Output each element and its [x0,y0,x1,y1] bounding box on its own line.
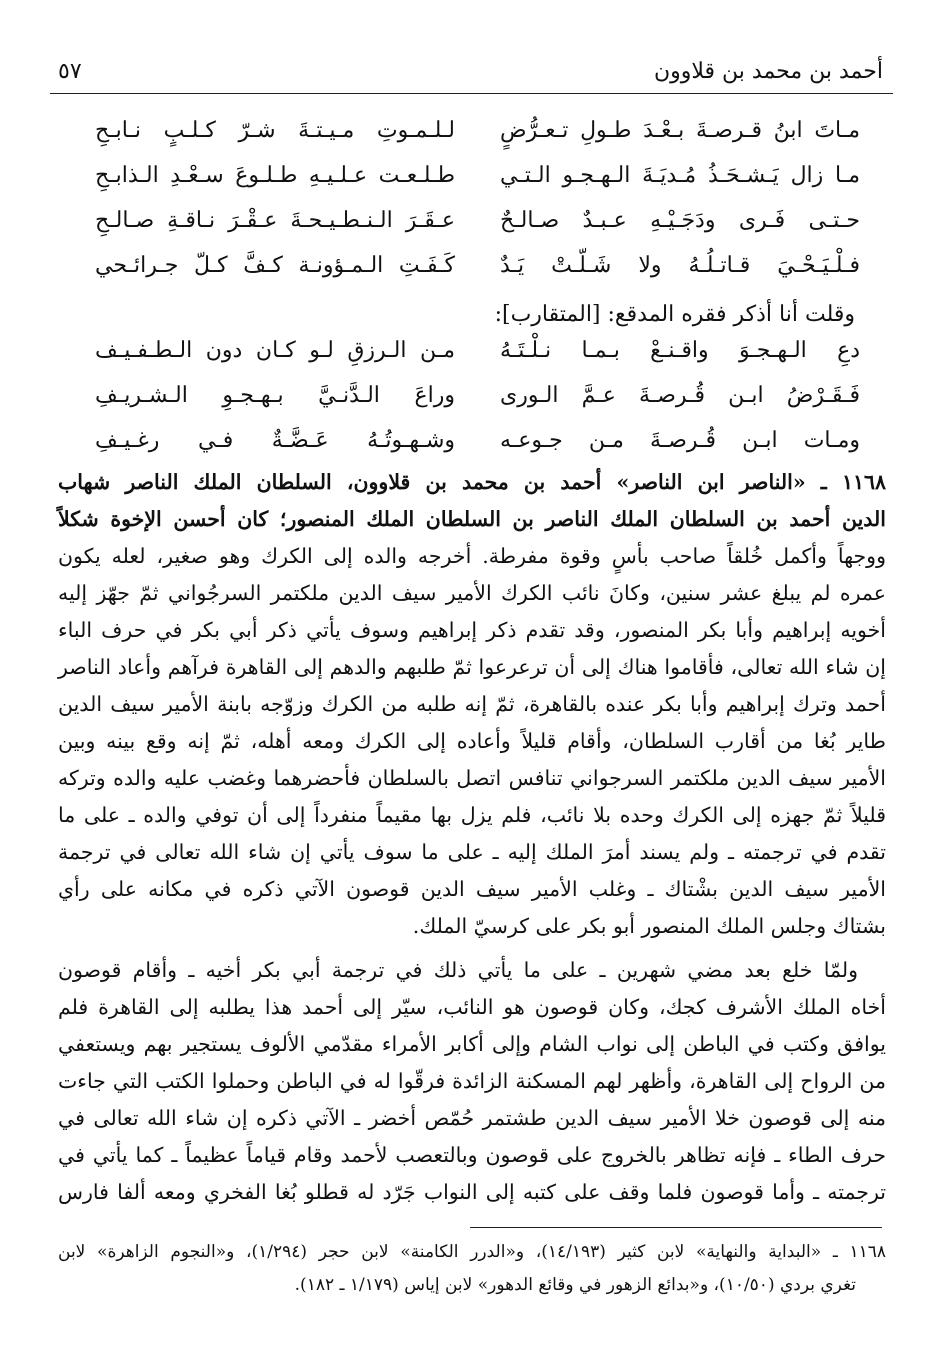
poem-intro-line: وقلت أنا أذكر فقره المدقع: [المتقارب]: [494,302,855,327]
verse-first-hemistich: دعِ الـهـجـوَ واقـنـعْ بـمـا نـلْـتَـهُ [500,338,860,363]
verse-second-hemistich: لـلـمـوتِ مـيـتـةَ شـرّ كـلـبٍ نـابـحِ [95,118,455,143]
entry-text-line: إن شاء الله تعالى، فأقاموا هناك إلى أن ترعرعوا ثمّ طلبهم والدهم إلى القاهرة فرآهم وأعاد الناصر [58,655,886,679]
verse-row [60,118,860,162]
paragraph-line: يوافق وكتب في الباطن إلى نواب الشام وإلى أكابر الأمراء مقدّمي الألوف يستجير بهم ويستعفي [58,1032,886,1056]
paragraph-line: ولمّا خلع بعد مضي شهرين ـ على ما يأتي ذلك في ترجمة أبي بكر أخيه ـ وأقام قوصون [58,958,858,982]
entry-text-line: ووجهاً وأكمل خُلقاً صاحب بأسٍ وقوة مفرطة. أخرجه والده إلى الكرك وهو صغير، لعله يكون [58,544,886,568]
entry-text-line: أحمد وترك إبراهيم وأبا بكر عنده بالقاهرة، ثمّ إنه طلبه من الكرك وزوّجه بابنة الأمير سيف الدين [58,692,886,716]
paragraph-line: من الرواح إلى القاهرة، وأظهر لهم المسكنة الزائدة فرقّوا له في الباطن وحملوا الكتب التي جاءت [58,1069,886,1093]
paragraph-line: ترجمته ـ وأما قوصون فلما وقف على كتبه إلى النواب جَرّد له قطلو بُغا الفخري ومعه ألفا فارس [58,1180,886,1204]
verse-second-hemistich: مـن الـرزقِ لـو كـان دون الـطـفـيـف [95,338,455,363]
verse-row [60,383,860,427]
footnote-line: ١١٦٨ ـ «البداية والنهاية» لابن كثير (١٤/١٩٣)، و«الدرر الكامنة» لابن حجر (١/٢٩٤)، و«النجوم الزاهرة» لابن [58,1242,887,1262]
verse-second-hemistich: وراعَ الـدَّنـيَّ بـهـجـوِ الـشـريـفِ [95,383,455,408]
entry-text-line: قليلاً ثمّ جهزه إلى الكرك وحده بلا نائب، فلم يزل بها مقيماً منفرداً إلى أن توفي والده ـ على ما [58,803,886,827]
paragraph-line: حرف الطاء ـ فإنه تظاهر بالخروج على قوصون وبالتعصب لأحمد وقام قياماً عظيماً ـ كما يأتي في [58,1143,886,1167]
footnote-rule [470,1227,882,1228]
verse-row [60,208,860,252]
verse-first-hemistich: فَـقَـرْضُ ابـن قُـرصـةَ عـمَّ الـورى [500,383,860,408]
entry-text-line: بشتاك وجلس الملك المنصور أبو بكر على كرسيّ الملك. [412,914,886,938]
paragraph-line: منه إلى قوصون خلا الأمير سيف الدين طشتمر حُمّص أخضر ـ الآتي ذكره إن شاء الله تعالى في [58,1106,886,1130]
paragraph-line: أخاه الملك الأشرف كجك، وكان قوصون هو النائب، سيّر إلى أحمد هذا يطلبه إلى القاهرة فلم [58,995,886,1019]
verse-second-hemistich: وشـهـوتُـهُ عَـضَّـةٌ فـي رغـيـفِ [95,428,455,453]
verse-first-hemistich: مـاتَ ابنُ قـرصـةَ بـعْـدَ طـولِ تـعـرُّضٍ [500,118,860,143]
entry-heading-line: الدين أحمد بن السلطان الملك الناصر بن السلطان الملك المنصور؛ كان أحسن الإخوة شكلاً [58,507,886,531]
header-rule [50,93,893,94]
verse-row [60,253,860,297]
running-header [50,55,893,95]
verse-second-hemistich: عـقَـرَ الـنـطـيـحـةَ عـقْـرَ نـاقـةِ صـالـحِ [95,208,455,233]
verse-first-hemistich: ومـات ابـن قُـرصـةَ مـن جـوعـه [500,428,860,453]
verse-second-hemistich: طـلـعـت عـلـيـهِ طـلـوعَ سـعْـدِ الـذابـحِ [95,163,455,188]
entry-text-line: الأمير سيف الدين ملكتمر السرجواني تنافس اتصل بالسلطان فأحضرهما وغضب عليه والده وتركه [58,766,886,790]
verse-first-hemistich: حـتـى فَـرى ودَجَـيْـهِ عـبـدٌ صـالـحٌ [500,208,860,233]
entry-text-line: طاير بُغا من أقارب السلطان، وأقام قليلاً وأعاده إلى الكرك ومعه أهله، ثمّ إنه وقع بينه وبين [58,729,886,753]
entry-text-line: الأمير سيف الدين بشْتاك ـ وغلب الأمير سيف الدين قوصون الآتي ذكره في مكانه على رأي [58,877,886,901]
verse-row [60,163,860,207]
entry-text-line: عمره لم يبلغ عشر سنين، وكانَ نائب الكرك الأمير سيف الدين ملكتمر السرجُواني ثمّ جهّز إليه [58,581,886,605]
verse-first-hemistich: مـا زال يَـشـحَـذُ مُـديَـةَ الـهـجـو الـتـي [500,163,860,188]
page-number: ٥٧ [58,59,82,84]
running-title: أحمد بن محمد بن قلاوون [654,59,883,84]
verse-row [60,428,860,472]
verse-second-hemistich: كَـفَـتِ الـمـؤونـة كـفَّ كـلّ جـرائـحي [95,253,455,278]
footnote-line: تغري بردي (١٠/٥٠)، و«بدائع الزهور في وقائع الدهور» لابن إياس (١/١٧٩ ـ ١٨٢). [294,1275,856,1295]
verse-row [60,338,860,382]
entry-text-line: تقدم في ترجمته ـ ولم يسند أمرَ الملك إليه ـ على ما سوف يأتي إن شاء الله تعالى في ترجمة [58,840,886,864]
entry-heading-line: ١١٦٨ ـ «الناصر ابن الناصر» أحمد بن محمد بن قلاوون، السلطان الملك الناصر شهاب [58,470,886,494]
entry-text-line: أخويه إبراهيم وأبا بكر المنصور، وقد تقدم ذكر إبراهيم وسوف يأتي ذكر أبي بكر في حرف الباء [58,618,886,642]
verse-first-hemistich: فـلْـيَـحْـيَ قـاتـلُـهُ ولا شَـلّـتْ يَـدٌ [500,253,860,278]
